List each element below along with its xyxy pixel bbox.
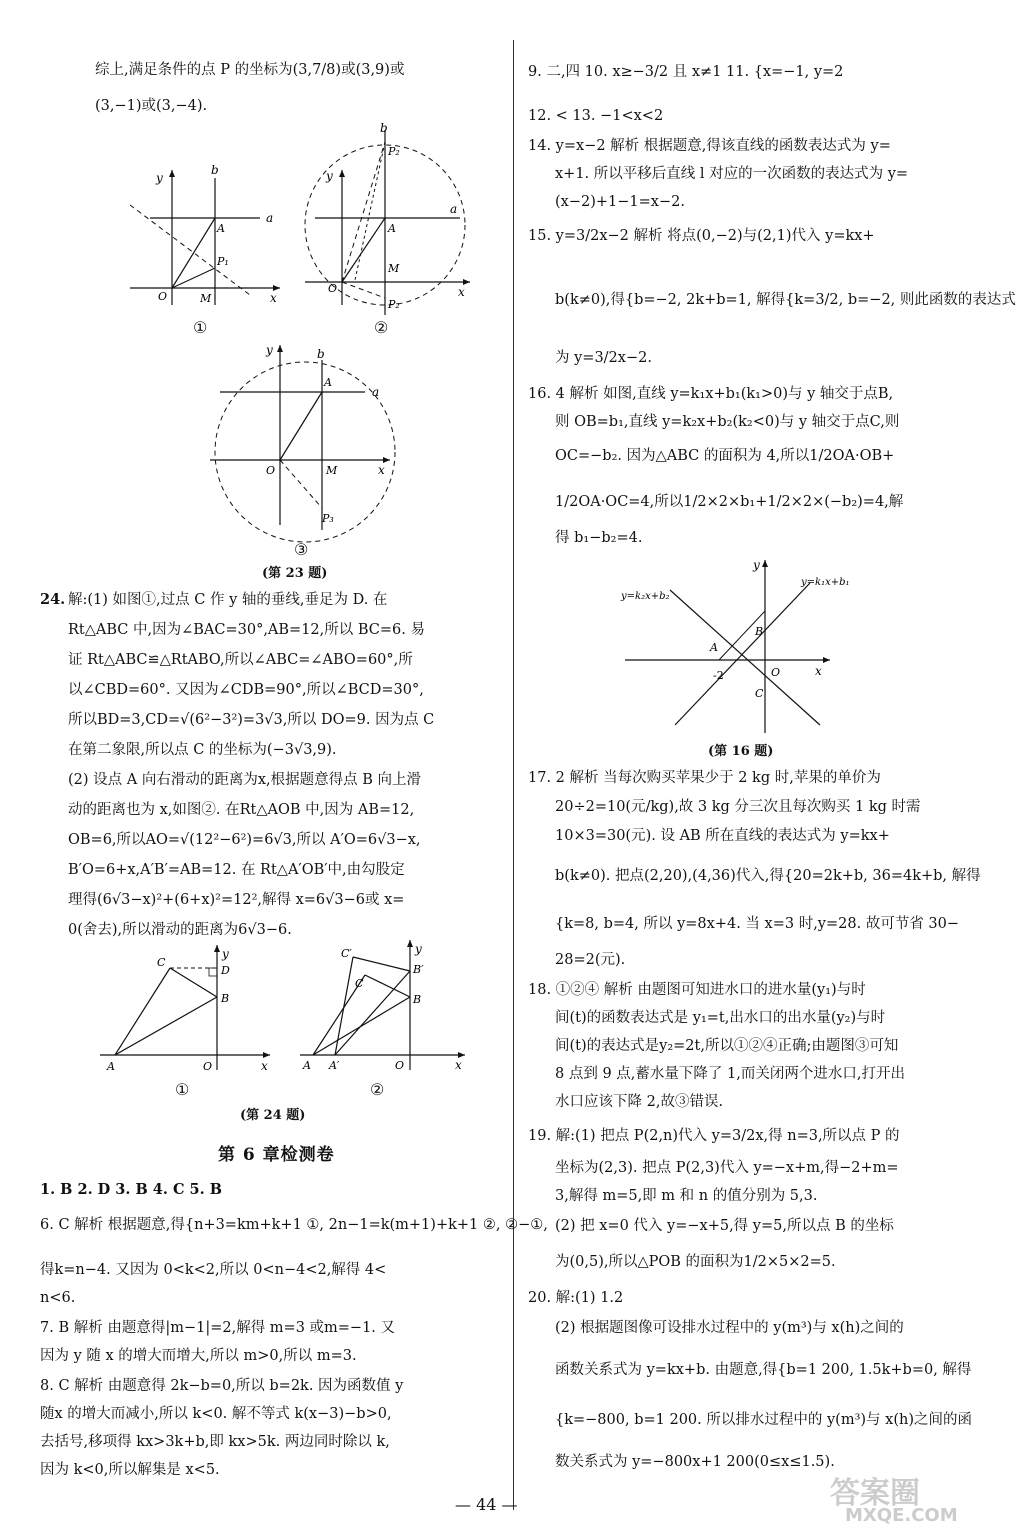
answer-17-line: b(k≠0). 把点(2,20),(4,36)代入,得{20=2k+b, 36=4k+b, 解得 (555, 868, 981, 884)
svg-text:A: A (710, 641, 718, 654)
answer-15-line: 为 y=3/2x−2. (555, 350, 652, 366)
q24-line: Rt△ABC 中,因为∠BAC=30°,AB=12,所以 BC=6. 易 (68, 622, 425, 638)
svg-text:M: M (388, 262, 400, 275)
svg-text:M: M (326, 464, 338, 477)
answer-20-line: {k=−800, b=1 200. 所以排水过程中的 y(m³)与 x(h)之间的函 (555, 1412, 972, 1428)
svg-text:O: O (328, 282, 338, 295)
q24-line: B′O=6+x,A′B′=AB=12. 在 Rt△A′OB′中,由勾股定 (68, 862, 405, 878)
svg-text:O: O (203, 1060, 213, 1073)
q24-line: 证 Rt△ABC≌△RtABO,所以∠ABC=∠ABO=60°,所 (68, 652, 413, 668)
answer-18-line: 水口应该下降 2,故③错误. (555, 1094, 724, 1110)
svg-text:P₃: P₃ (322, 512, 334, 525)
answer-20-line: 函数关系式为 y=kx+b. 由题意,得{b=1 200, 1.5k+b=0, 解得 (555, 1362, 972, 1378)
svg-text:y: y (266, 343, 273, 357)
svg-text:O: O (266, 464, 276, 477)
figure-16-caption: (第 16 题) (708, 744, 774, 759)
svg-text:A: A (217, 222, 225, 235)
figure-23-caption: (第 23 题) (262, 566, 328, 581)
answer-19-line: 19. 解:(1) 把点 P(2,n)代入 y=3/2x,得 n=3,所以点 P 的 (528, 1128, 900, 1144)
q23-conclusion-line2: (3,−1)或(3,−4). (95, 98, 208, 114)
figure-23-3 (200, 340, 400, 540)
answer-8-line: 8. C 解析 由题意得 2k−b=0,所以 b=2k. 因为函数值 y (40, 1378, 404, 1394)
figure-23-label-3: ③ (294, 540, 309, 559)
answer-18-line: 8 点到 9 点,蓄水量下降了 1,而关闭两个进水口,打开出 (555, 1066, 905, 1082)
q24-line: 0(舍去),所以滑动的距离为6√3−6. (68, 922, 292, 938)
figure-16-line1-label: y=k₁x+b₁ (801, 577, 850, 588)
q24-line: OB=6,所以AO=√(12²−6²)=6√3,所以 A′O=6√3−x, (68, 832, 421, 848)
chapter-title: 第 6 章检测卷 (218, 1145, 335, 1165)
svg-text:O: O (158, 290, 168, 303)
figure-24-label-1: ① (175, 1080, 190, 1099)
answer-16-line: 16. 4 解析 如图,直线 y=k₁x+b₁(k₁>0)与 y 轴交于点B, (528, 386, 894, 402)
figure-24-label-2: ② (370, 1080, 385, 1099)
svg-text:A: A (303, 1059, 311, 1072)
svg-text:A: A (388, 222, 396, 235)
answer-16-line: 得 b₁−b₂=4. (555, 530, 643, 546)
svg-text:B: B (221, 992, 230, 1005)
svg-text:x: x (378, 463, 385, 477)
svg-text:y: y (415, 942, 422, 956)
figure-23-1 (120, 160, 290, 310)
svg-text:B′: B′ (413, 963, 424, 976)
figure-16-line2-label: y=k₂x+b₂ (621, 591, 670, 602)
answer-19-line: 为(0,5),所以△POB 的面积为1/2×5×2=5. (555, 1254, 836, 1270)
answer-14-line: 14. y=x−2 解析 根据题意,得该直线的函数表达式为 y= (528, 138, 891, 154)
svg-text:y: y (156, 171, 163, 185)
answer-20-line: (2) 根据题图像可设排水过程中的 y(m³)与 x(h)之间的 (555, 1320, 904, 1336)
watermark-url: MXQE.COM (845, 1505, 958, 1526)
answer-17-line: 17. 2 解析 当每次购买苹果少于 2 kg 时,苹果的单价为 (528, 770, 881, 786)
answer-16-line: 则 OB=b₁,直线 y=k₂x+b₂(k₂<0)与 y 轴交于点C,则 (555, 414, 900, 430)
answer-15-line: b(k≠0),得{b=−2, 2k+b=1, 解得{k=3/2, b=−2, 则此函数的表达式 (555, 292, 1016, 308)
svg-text:y: y (753, 558, 760, 572)
figure-24-2 (295, 935, 470, 1075)
answer-18-line: 间(t)的表达式是y₂=2t,所以①②④正确;由题图③可知 (555, 1038, 899, 1054)
svg-text:b: b (317, 347, 325, 361)
answers-9-11: 9. 二,四 10. x≥−3/2 且 x≠1 11. {x=−1, y=2 (528, 64, 844, 80)
q24-line: 所以BD=3,CD=√(6²−3²)=3√3,所以 DO=9. 因为点 C (68, 712, 435, 728)
answer-14-line: (x−2)+1−1=x−2. (555, 194, 685, 210)
q24-line: 动的距离也为 x,如图②. 在Rt△AOB 中,因为 AB=12, (68, 802, 415, 818)
svg-text:y: y (222, 947, 229, 961)
answer-8-line: 随x 的增大而减小,所以 k<0. 解不等式 k(x−3)−b>0, (40, 1406, 392, 1422)
page-number: — 44 — (455, 1495, 518, 1514)
answer-19-line: 3,解得 m=5,即 m 和 n 的值分别为 5,3. (555, 1188, 818, 1204)
svg-text:b: b (380, 121, 388, 135)
answer-8-line: 去括号,移项得 kx>3k+b,即 kx>5k. 两边同时除以 k, (40, 1434, 390, 1450)
q24-number: 24. (40, 591, 66, 608)
svg-text:a: a (450, 202, 458, 216)
figure-23-2 (300, 120, 475, 320)
svg-text:a: a (266, 211, 274, 225)
svg-text:x: x (815, 664, 822, 678)
svg-text:P₂: P₂ (388, 145, 400, 158)
figure-24-caption: (第 24 题) (240, 1108, 306, 1123)
figure-24-1 (95, 940, 275, 1075)
answer-16-line: 1/2OA·OC=4,所以1/2×2×b₁+1/2×2×(−b₂)=4,解 (555, 494, 904, 510)
answers-1-5: 1. B 2. D 3. B 4. C 5. B (40, 1181, 223, 1198)
svg-text:y: y (326, 169, 333, 183)
svg-text:C: C (355, 977, 364, 990)
answer-7-line: 7. B 解析 由题意得|m−1|=2,解得 m=3 或m=−1. 又 (40, 1320, 396, 1336)
svg-text:O: O (771, 666, 781, 679)
answer-17-line: 20÷2=10(元/kg),故 3 kg 分三次且每次购买 1 kg 时需 (555, 799, 921, 815)
answer-6-line: n<6. (40, 1290, 76, 1306)
svg-text:B: B (413, 993, 422, 1006)
q23-conclusion-line1: 综上,满足条件的点 P 的坐标为(3,7/8)或(3,9)或 (95, 62, 405, 78)
figure-23-label-1: ① (193, 318, 208, 337)
answer-18-line: 18. ①②④ 解析 由题图可知进水口的进水量(y₁)与时 (528, 982, 866, 998)
q24-line: 以∠CBD=60°. 又因为∠CDB=90°,所以∠BCD=30°, (68, 682, 424, 698)
answer-17-line: 10×3=30(元). 设 AB 所在直线的表达式为 y=kx+ (555, 828, 890, 844)
answer-6-line: 得k=n−4. 又因为 0<k<2,所以 0<n−4<2,解得 4< (40, 1262, 387, 1278)
svg-text:A′: A′ (329, 1059, 340, 1072)
q24-line: 解:(1) 如图①,过点 C 作 y 轴的垂线,垂足为 D. 在 (68, 592, 388, 608)
figure-23-label-2: ② (374, 318, 389, 337)
answer-8-line: 因为 k<0,所以解集是 x<5. (40, 1462, 220, 1478)
watermark-logo: 答案圈 (830, 1476, 920, 1511)
q24-line: 理得(6√3−x)²+(6+x)²=12²,解得 x=6√3−6或 x= (68, 892, 405, 908)
svg-text:A: A (107, 1060, 115, 1073)
svg-text:C′: C′ (341, 947, 352, 960)
answer-20-line: 20. 解:(1) 1.2 (528, 1290, 624, 1306)
answer-18-line: 间(t)的函数表达式是 y₁=t,出水口的出水量(y₂)与时 (555, 1010, 886, 1026)
svg-text:P₂: P₂ (388, 298, 400, 311)
svg-text:D: D (221, 964, 230, 977)
answer-7-line: 因为 y 随 x 的增大而增大,所以 m>0,所以 m=3. (40, 1348, 357, 1364)
svg-text:C: C (157, 956, 166, 969)
answer-17-line: 28=2(元). (555, 952, 626, 968)
answer-15-line: 15. y=3/2x−2 解析 将点(0,−2)与(2,1)代入 y=kx+ (528, 228, 875, 244)
answer-14-line: x+1. 所以平移后直线 l 对应的一次函数的表达式为 y= (555, 166, 909, 182)
answer-17-line: {k=8, b=4, 所以 y=8x+4. 当 x=3 时,y=28. 故可节省 30− (555, 916, 960, 932)
svg-text:x: x (270, 291, 277, 305)
svg-text:a: a (372, 385, 380, 399)
answer-19-line: (2) 把 x=0 代入 y=−x+5,得 y=5,所以点 B 的坐标 (555, 1218, 894, 1234)
svg-text:A: A (324, 376, 332, 389)
answer-19-line: 坐标为(2,3). 把点 P(2,3)代入 y=−x+m,得−2+m= (555, 1160, 899, 1176)
answer-6-line: 6. C 解析 根据题意,得{n+3=km+k+1 ①, 2n−1=k(m+1)+k+1 ②, ②−①, (40, 1217, 548, 1233)
svg-text:O: O (395, 1059, 405, 1072)
q24-line: (2) 设点 A 向右滑动的距离为x,根据题意得点 B 向上滑 (68, 772, 421, 788)
svg-text:B: B (755, 625, 764, 638)
svg-text:P₁: P₁ (217, 255, 229, 268)
svg-text:b: b (211, 163, 219, 177)
figure-16 (615, 555, 850, 735)
svg-text:-2: -2 (713, 669, 724, 682)
svg-text:C: C (755, 687, 764, 700)
svg-text:x: x (261, 1059, 268, 1073)
svg-text:M: M (200, 292, 212, 305)
svg-text:x: x (455, 1058, 462, 1072)
q24-line: 在第二象限,所以点 C 的坐标为(−3√3,9). (68, 742, 337, 758)
column-divider (513, 40, 514, 1510)
answers-12-13: 12. < 13. −1<x<2 (528, 108, 664, 124)
answer-16-line: OC=−b₂. 因为△ABC 的面积为 4,所以1/2OA·OB+ (555, 448, 895, 464)
answer-20-line: 数关系式为 y=−800x+1 200(0≤x≤1.5). (555, 1454, 835, 1470)
svg-text:x: x (458, 285, 465, 299)
